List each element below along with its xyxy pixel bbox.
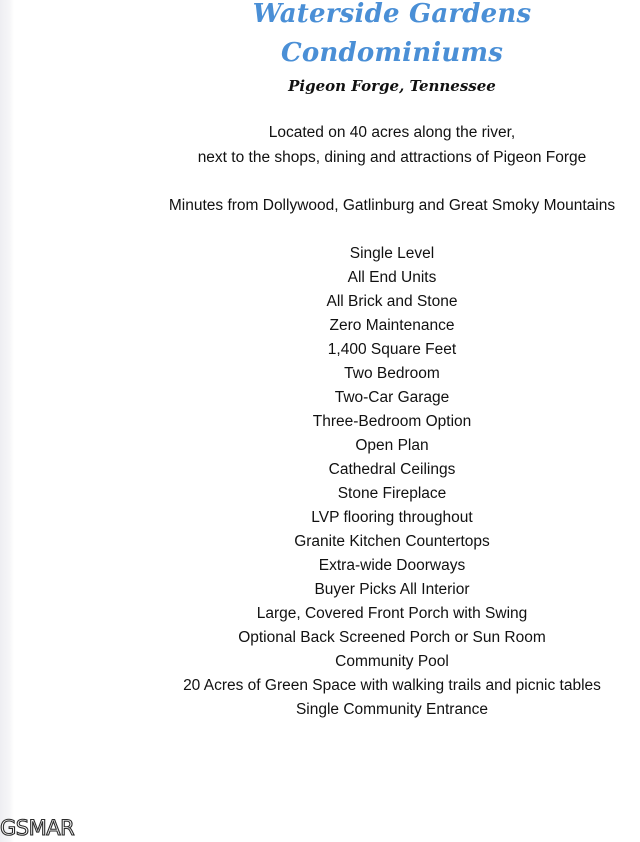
feature-item: Two-Car Garage [334,389,450,406]
feature-item: Stone Fireplace [337,485,447,502]
feature-item: 1,400 Square Feet [327,341,457,358]
feature-item: Zero Maintenance [329,317,455,334]
feature-item: All Brick and Stone [326,293,458,310]
feature-item: Large, Covered Front Porch with Swing [256,605,528,622]
intro-line-2: next to the shops, dining and attractions of Pigeon Forge [197,149,587,166]
flyer-location: Pigeon Forge, Tennessee [288,77,496,95]
feature-item: Community Pool [335,653,449,670]
feature-item: Two Bedroom [344,365,440,382]
flyer-title-line-1: Waterside Gardens [252,0,532,29]
intro-line-3: Minutes from Dollywood, Gatlinburg and Great Smoky Mountains [168,197,616,214]
intro-line-1: Located on 40 acres along the river, [268,124,516,141]
features-list [142,242,640,722]
feature-item: Buyer Picks All Interior [314,581,470,598]
feature-item: Three-Bedroom Option [312,413,472,430]
feature-item: Open Plan [355,437,429,454]
feature-item: Cathedral Ceilings [328,461,456,478]
feature-item: Granite Kitchen Countertops [294,533,490,550]
feature-item: All End Units [347,269,437,286]
feature-item: Single Community Entrance [295,701,489,718]
flyer-title-line-2: Condominiums [280,38,504,68]
feature-item: Single Level [349,245,435,262]
feature-item: 20 Acres of Green Space with walking trails and picnic tables [183,677,601,694]
feature-item: LVP flooring throughout [311,509,473,526]
feature-item: Optional Back Screened Porch or Sun Room [238,629,546,646]
watermark-logo: GSMAR [0,816,75,840]
feature-item: Extra-wide Doorways [318,557,466,574]
